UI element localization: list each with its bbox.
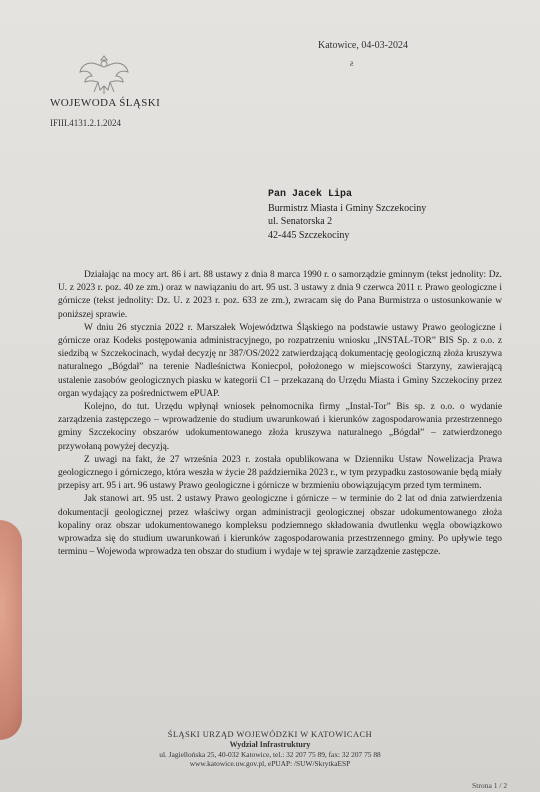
recipient-title: Burmistrz Miasta i Gminy Szczekociny <box>268 202 427 214</box>
reference-number: IFIII.4131.2.1.2024 <box>50 118 121 128</box>
footer-institution: ŚLĄSKI URZĄD WOJEWÓDZKI W KATOWICACH <box>167 730 373 739</box>
handwritten-mark: ƨ <box>350 58 354 68</box>
body-paragraph: Z uwagi na fakt, że 27 września 2023 r. została opublikowana w Dzienniku Ustaw Nowelizacja Prawa geologicznego i górniczego, która weszła w życie 28 października 2023 r., w tym przypadku zastosowanie będą miały przepisy art. 95 i art. 96 ustawy Prawo geologiczne i górnicze w brzmieniu obowiązującym przed tym terminem. <box>58 454 502 492</box>
recipient-city: 42-445 Szczekociny <box>268 229 350 241</box>
footer-contact: ul. Jagiellońska 25, 40-032 Katowice, tel.: 32 207 75 89, fax: 32 207 75 88 <box>159 750 381 759</box>
body-paragraph: W dniu 26 stycznia 2022 r. Marszałek Województwa Śląskiego na podstawie ustawy Prawo geologiczne i górnicze oraz Kodeks postępowania administracyjnego, po rozpatrzeniu wniosku „INSTAL-TOR” BIS Sp. z o.o. z siedzibą w Szczekocinach, wydał decyzję nr 387/OS/2022 zatwierdzającą dokumentację geologiczną złoża kruszywa naturalnego „Bógdał” na terenie Nadleśnictwa Koniecpol, położonego w miejscowości Starzyny, zawierającą ustalenie zasobów geologicznych piasku w kategorii C1 – przekazaną do Urzędu Miasta i Gminy Szczekociny przez organ wydający za pośrednictwem ePUAP. <box>58 322 502 399</box>
recipient-street: ul. Senatorska 2 <box>268 216 333 228</box>
letter-body <box>58 269 502 559</box>
body-paragraph: Działając na mocy art. 86 i art. 88 ustawy z dnia 8 marca 1990 r. o samorządzie gminnym (tekst jednolity: Dz. U. z 2023 r. poz. 40 ze zm.) oraz w nawiązaniu do art. 95 ust. 3 ustawy z dnia 9 czerwca 2011 r. Prawo geologiczne i górnicze (tekst jednolity: Dz. U. z 2023 r. poz. 633 ze zm.), zwracam się do Pana Burmistrza o ustosunkowanie w poniższej sprawie. <box>58 270 502 320</box>
recipient-address <box>268 188 426 242</box>
letter-date: Katowice, 04-03-2024 <box>318 40 408 51</box>
footer-web: www.katowice.uw.gov.pl, ePUAP: /SUW/SkrytkaESP <box>189 759 351 768</box>
body-paragraph: Kolejno, do tut. Urzędu wpłynął wniosek pełnomocnika firmy „Instal-Tor” Bis sp. z o.o. o wydanie zarządzenia zastępczego – wprowadzenie do studium uwarunkowań i kierunków zagospodarowania przestrzennego gminy Szczekociny obszarów udokumentowanego złoża kruszywa naturalnego „Bógdał” – zatwierdzonego przywołaną powyżej decyzją. <box>58 402 502 452</box>
issuing-office: WOJEWODA ŚLĄSKI <box>50 97 161 109</box>
page-number: Strona 1 / 2 <box>472 781 508 790</box>
recipient-name: Pan Jacek Lipa <box>268 189 353 200</box>
footer-department: Wydział Infrastruktury <box>229 740 311 749</box>
eagle-emblem-icon <box>76 50 132 96</box>
letter-footer <box>0 730 540 768</box>
body-paragraph: Jak stanowi art. 95 ust. 2 ustawy Prawo geologiczne i górnicze – w terminie do 2 lat od dnia zatwierdzenia dokumentacji geologicznej przez właściwy organ administracji geologicznej obszar udokumentowanego złoża kopaliny oraz obszar udokumentowanego kompleksu podziemnego składowania dwutlenku węgla obowiązkowo wprowadza się do studium uwarunkowań i kierunków zagospodarowania przestrzennego gminy. Po upływie tego terminu – Wojewoda wprowadza ten obszar do studium i wydaje w tej sprawie zarządzenie zastępcze. <box>58 494 502 558</box>
photographer-thumb <box>0 520 22 740</box>
